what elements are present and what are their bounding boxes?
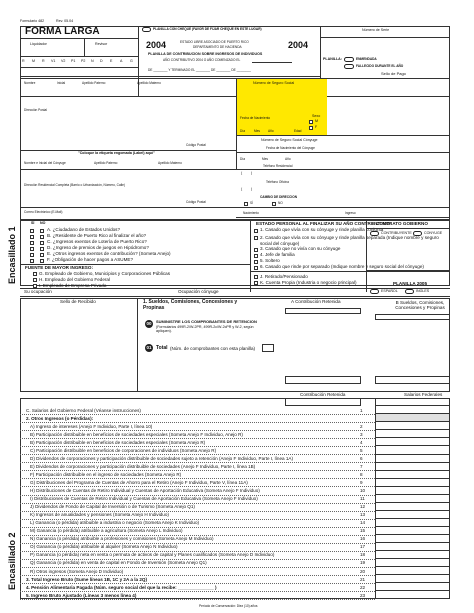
income-line-number: 23 xyxy=(360,592,366,598)
codigo-postal-2: Código Postal xyxy=(186,200,206,204)
ap-materno-conyuge: Apellido Materno xyxy=(158,161,182,165)
payment-check-text: PLANILLA CON CHEQUE (FAVOR DE FIJAR CHEQUE EN ESTE LUGAR) xyxy=(153,27,262,31)
income-line-number: 1 xyxy=(360,407,363,413)
income-line-label: N) Ganancia (o pérdida) atribuible a profesiones y comisiones (Someta Anejo M Individuo) xyxy=(30,536,214,542)
income-line-label: O) Ganancia (o pérdida) atribuible al alquiler (Someta Anejo N Individuo) xyxy=(30,544,178,550)
income-line-amount[interactable] xyxy=(375,535,450,543)
income-line-number: 3 xyxy=(360,431,363,437)
income-line-label: B) Participación distribuible en beneficios de sociedades especiales (Someta Anejo R) xyxy=(30,439,206,445)
ingles-label: INGLES xyxy=(416,289,430,293)
income-line-amount[interactable] xyxy=(375,519,450,527)
fuente-k: K. Cuenta Propia (Industria o negocio principal) xyxy=(260,280,357,285)
paren-3: ( xyxy=(241,187,243,191)
tel-oficina-label: Teléfono Oficina xyxy=(266,180,289,184)
code-cell: R xyxy=(42,59,45,63)
ano-label: Año xyxy=(268,129,274,133)
ss-highlight xyxy=(236,79,327,135)
year-right: 2004 xyxy=(288,40,309,50)
income-line-row xyxy=(20,430,445,438)
estado-3: 3. Casado que no vivía con su cónyuge xyxy=(260,246,341,251)
income-line-row xyxy=(20,470,445,478)
circle-01: 01 xyxy=(146,345,152,350)
income-line-label: D) Dividendos de corporaciones y participación distribuible de sociedades sujeto a retención (Anejo F Individuo, Parte I, línea 1A) xyxy=(30,455,294,461)
income-line-number: 11 xyxy=(360,496,365,502)
contrato-contribuyente-oval[interactable] xyxy=(370,231,379,236)
income-line-row xyxy=(20,551,445,559)
dir-residencial-label: Dirección Residencial Completa (Barrio o Urbanización, Número, Calle) xyxy=(24,183,125,187)
income-line-number: 22 xyxy=(360,584,366,590)
correo-label: Correo Electrónico (E-Mail) xyxy=(24,210,63,214)
income-line-row xyxy=(20,583,445,591)
income-line-number: 10 xyxy=(360,488,366,493)
code-cell: V1 xyxy=(51,59,56,63)
income-line-amount[interactable] xyxy=(375,462,450,470)
income-line-row xyxy=(20,503,445,511)
income-line-label: P) Ganancia (o pérdida) neta en venta o permuta de activos de capital y Planes cualificados (Someta Anejo D Individuo) xyxy=(30,552,275,558)
income-line-number: 8 xyxy=(360,471,363,477)
ap-paterno-label: Apellido Paterno xyxy=(82,81,106,85)
income-line-label: A) Ingreso de intereses (Anejo F Individuo, Parte I, línea 10) xyxy=(30,423,153,429)
col-b-input[interactable] xyxy=(375,376,450,384)
contrato-contribuyente: CONTRIBUYENTE xyxy=(381,231,412,235)
control-codes xyxy=(20,56,138,68)
espanol-label: ESPAÑOL xyxy=(381,289,398,293)
income-line-label: C. Salarios del Gobierno Federal (Véanse instrucciones) xyxy=(26,407,141,413)
suministre-label: SUMINISTRE LOS COMPROBANTES DE RETENCION xyxy=(156,319,257,324)
edad-label: Edad xyxy=(294,129,302,133)
code-cell: N xyxy=(91,59,94,63)
income-line-number: 21 xyxy=(360,576,366,582)
ocupacion-label: Su ocupación xyxy=(24,289,52,294)
footer-note: Período de Conservación: Diez (10) años xyxy=(199,604,258,608)
col-a-input[interactable] xyxy=(285,376,361,384)
income-line-row xyxy=(20,478,445,486)
comisiones-title: 1. Sueldos, Comisiones, Concesiones y Propinas xyxy=(143,299,238,311)
income-line-row xyxy=(20,519,445,527)
income-line-row xyxy=(20,422,445,430)
e1-si: SÍ xyxy=(31,221,35,225)
ap-materno-label: Apellido Materno xyxy=(137,81,161,85)
fecha-nac-label: Fecha de Nacimiento xyxy=(240,116,271,120)
income-line-label: B) Participación distribuible en beneficios de sociedades especiales (Someta Anejo F Individuo, Anejo R) xyxy=(30,431,243,437)
income-line-row xyxy=(20,511,445,519)
revisor-label: Revisor xyxy=(95,42,108,46)
income-line-label: F) Participación distribuible en el ingreso de sociedades (Someta Anejo R) xyxy=(30,471,182,477)
sello-pago-label: Sello de Pago xyxy=(381,71,406,76)
income-line-amount[interactable] xyxy=(375,559,450,567)
income-line-amount[interactable] xyxy=(375,543,450,551)
fallecido-label: FALLECIDO DURANTE EL AÑO xyxy=(356,64,404,68)
paren-2: ) xyxy=(251,171,253,175)
cambio-si-checkbox[interactable] xyxy=(244,202,248,206)
income-line-row xyxy=(20,567,445,575)
ss-conyuge-label: Número de Seguro Social Cónyuge xyxy=(261,138,318,142)
code-cell: G xyxy=(130,59,133,63)
income-line-number: 15 xyxy=(360,528,366,534)
question-a: A. ¿Ciudadano de Estados Unidos? xyxy=(47,227,121,232)
estado-1: 1. Casado que vivía con su cónyuge y rinde planilla conjunta xyxy=(260,227,384,232)
code-cell: E xyxy=(110,59,113,63)
ingreso-label: Ingreso xyxy=(345,211,356,215)
encasillado-2-label: Encasillado 2 xyxy=(7,532,17,590)
income-line-label: L) Ganancia (o pérdida) atribuible a industria o negocio (Someta Anejo K Individuo) xyxy=(30,520,200,526)
total-label: Total xyxy=(156,345,168,351)
question-e: E. ¿Otros ingresos exentos de contribución? (Someta Anejo) xyxy=(47,251,171,256)
income-line-row xyxy=(20,406,445,414)
income-line-amount[interactable] xyxy=(375,567,450,575)
question-d: D. ¿Ingreso de premios de juegos en Hipódromo? xyxy=(47,245,149,250)
circle-00: 00 xyxy=(146,321,152,326)
income-line-label: J) Dividendos de Fondo de Capital de Inversión o de Turismo (Someta Anejo Q1) xyxy=(30,504,195,510)
form-title: FORMA LARGA xyxy=(25,26,100,37)
paren-4: ) xyxy=(251,187,253,191)
fecha-nac-conyuge-label: Fecha de Nacimiento del Cónyuge xyxy=(266,146,315,150)
codigo-postal-label: Código Postal xyxy=(186,143,206,147)
income-line-label: 3. Total Ingreso Bruto (Sume líneas 1B, 1C y 2A a la 2Q) xyxy=(26,576,148,582)
income-line-number: 4 xyxy=(360,439,363,445)
ss-label: Número de Seguro Social xyxy=(253,81,295,85)
income-line-number: 5 xyxy=(360,447,363,453)
cambio-no-checkbox[interactable] xyxy=(272,202,276,206)
enmendada-oval[interactable] xyxy=(344,57,354,62)
fuente-h: H. Empleado del Gobierno Federal xyxy=(39,277,110,282)
ingles-oval[interactable] xyxy=(405,289,414,294)
total-desc: (Núm. de comprobantes con esta planilla) xyxy=(170,346,256,351)
income-line-number: 13 xyxy=(360,512,366,518)
income-line-row xyxy=(20,414,445,422)
income-line-label: 4. Pensión Alimentaria Pagada (Núm. seguro social del que la recibe: ______________ ) xyxy=(26,584,217,590)
income-line-amount[interactable] xyxy=(375,406,450,414)
serial-label: Número de Serie xyxy=(362,28,390,32)
income-line-label: G) Distribuciones del Programa de Cuentas de Ahorro para el Retiro (Anejo F Individuo, Parte V, línea 11A) xyxy=(30,479,248,485)
income-line-label: K) Ingresos de anualidades y pensiones (Someta Anejo H Individuo) xyxy=(30,512,169,518)
income-line-number: 6 xyxy=(360,455,363,461)
ocupacion-conyuge-label: Ocupación cónyuge xyxy=(178,289,219,294)
income-line-row xyxy=(20,535,445,543)
estado-4: 4. Jefe de familia xyxy=(260,252,295,257)
etiqueta-label: "Coloque la etiqueta engomada (Label) aquí" xyxy=(78,151,155,155)
code-cell: A xyxy=(120,59,123,63)
income-line-label: R) Otros ingresos (Someta Anejo D Individuo) xyxy=(30,568,124,574)
income-line-row xyxy=(20,559,445,567)
total-input[interactable] xyxy=(262,344,274,352)
income-line-label: M) Ganancia (o pérdida) atribuible a agricultura (Someta Anejo L Individuo) xyxy=(30,528,183,534)
mes-label: Mes xyxy=(254,129,261,133)
income-line-number: 18 xyxy=(360,552,366,558)
income-line-amount[interactable] xyxy=(375,414,450,422)
income-line-label: I) Distribuciones de Cuentas de Retiro Individual y Cuentas de Aportación Educativa (Someta Anejo F Individuo) xyxy=(30,496,258,502)
income-line-amount[interactable] xyxy=(375,527,450,535)
income-line-row xyxy=(20,591,445,599)
contrato-title: CONTRATO GOBIERNO xyxy=(376,221,428,226)
code-cell: P1 xyxy=(71,59,76,63)
code-cell: M xyxy=(32,59,35,63)
income-line-amount[interactable] xyxy=(375,591,450,599)
income-line-label: 5. Ingreso Bruto Ajustado (Líneas 3 menos línea 4) xyxy=(26,592,137,598)
sexo-label: Sexo xyxy=(312,114,321,118)
inicial-label: Inicial xyxy=(57,81,66,85)
income-line-label: Q) Ganancia (o pérdida) en venta de capital en Fondo de Inversión (Someta Anejo Q1) xyxy=(30,560,207,566)
sexo-m: M xyxy=(315,119,318,123)
income-line-row xyxy=(20,446,445,454)
income-line-number: 14 xyxy=(360,520,366,526)
period-text: AÑO CONTRIBUTIVO 2004 O AÑO COMENZADO EL xyxy=(163,58,241,62)
retenida-footer: Contribución Retenida xyxy=(300,392,346,397)
code-cell: P2 xyxy=(81,59,86,63)
income-line-row xyxy=(20,527,445,535)
income-line-row xyxy=(20,454,445,462)
income-line-amount[interactable] xyxy=(375,454,450,462)
col-b-label: B Sueldos, Comisiones, Concesiones y Propinas xyxy=(395,300,445,311)
income-line-number: 7 xyxy=(360,463,363,469)
fuente-j: J. Retirado/Pensionado xyxy=(260,274,308,279)
income-line-label: E) Dividendos de corporaciones y participación distribuible de sociedades (Anejo F Individuo, Parte I, línea 1B) xyxy=(30,463,256,469)
income-line-row xyxy=(20,462,445,470)
year-left: 2004 xyxy=(146,40,167,50)
income-line-amount[interactable] xyxy=(375,430,450,438)
income-line-amount[interactable] xyxy=(375,487,450,495)
income-line-rule xyxy=(20,599,375,600)
income-line-row xyxy=(20,543,445,551)
income-line-amount[interactable] xyxy=(375,575,450,583)
income-line-row xyxy=(20,487,445,495)
espanol-oval[interactable] xyxy=(370,289,379,294)
sexo-f: F xyxy=(315,125,318,129)
e1-no: NO xyxy=(40,221,46,225)
income-line-number: 12 xyxy=(360,504,366,510)
planilla-label: PLANILLA: xyxy=(323,57,342,61)
income-line-label: H) Distribuciones de Cuentas de Retiro Individual y Cuentas de Aportación Educativa (Someta Anejo F Individuo) xyxy=(30,488,260,493)
question-f: F. ¿Obligación de hacer pagos a ASUME? xyxy=(47,257,134,262)
fuente-title: FUENTE DE MAYOR INGRESO: xyxy=(25,265,93,270)
dia-label: Día xyxy=(240,129,245,133)
form-name: PLANILLA DE CONTRIBUCION SOBRE INGRESOS DE INDIVIDUOS xyxy=(148,52,263,56)
contrato-conyuge: CONYUGE xyxy=(424,231,443,235)
col-a-label: A Contribución Retenida xyxy=(291,299,341,304)
income-line-amount[interactable] xyxy=(375,478,450,486)
tel-residencial-label: Teléfono Residencial xyxy=(263,164,293,168)
code-cell: D xyxy=(100,59,103,63)
income-line-number: 16 xyxy=(360,536,366,542)
income-line-amount[interactable] xyxy=(375,511,450,519)
income-line-number: 2 xyxy=(360,423,363,429)
estado-2: 2. Casado que vivía con su cónyuge y rinde planilla separada (Indique nombre y seguro social del cónyuge) xyxy=(260,235,439,246)
department-name: DEPARTAMENTO DE HACIENDA xyxy=(193,45,242,49)
income-line-amount[interactable] xyxy=(375,470,450,478)
fuente-i: I. Empleado de Empresa Privada xyxy=(39,283,107,288)
enmendada-label: ENMENDADA xyxy=(356,57,377,61)
code-cell: R xyxy=(22,59,25,63)
income-line-label: 2. Otros Ingresos (o Pérdidas): xyxy=(26,415,94,421)
liquidador-label: Liquidador xyxy=(30,42,47,46)
income-line-amount[interactable] xyxy=(375,422,450,430)
fallecido-oval[interactable] xyxy=(344,64,354,69)
contrato-conyuge-oval[interactable] xyxy=(413,231,422,236)
dia-conyuge: Día xyxy=(240,157,245,161)
nacimiento-label: Nacimiento xyxy=(243,211,259,215)
income-line-number: 17 xyxy=(360,544,366,550)
cambio-si: SÍ xyxy=(250,201,254,205)
revision: Rev. 05.04 xyxy=(56,19,74,23)
planilla-2005: PLANILLA 2005 xyxy=(393,281,428,286)
ap-paterno-conyuge: Apellido Paterno xyxy=(94,161,118,165)
period-text-2: DE ________ Y TERMINADO EL ________ DE ________ DE ________ xyxy=(148,68,251,72)
nombre-label: Nombre xyxy=(24,81,36,85)
income-line-amount[interactable] xyxy=(375,446,450,454)
income-line-amount[interactable] xyxy=(375,503,450,511)
encasillado-1-label: Encasillado 1 xyxy=(7,226,17,284)
nombre-conyuge-label: Nombre e Inicial del Cónyuge xyxy=(24,161,66,165)
estado-5: 5. Soltero xyxy=(260,258,280,263)
suministre-sub: (Formularios 499R-2/W-2PR, 499R-2c/W-2cPR y W-2, según apliquen). xyxy=(156,325,254,334)
income-line-number: 20 xyxy=(360,568,366,574)
question-c: C. ¿Ingresos exentos de Lotería de Puerto Rico? xyxy=(47,239,147,244)
income-line-number: 19 xyxy=(360,560,366,566)
income-line-label: C) Participación distribuible en beneficios de corporaciones de individuos (Someta Anejo R) xyxy=(30,447,217,453)
estado-title: ESTADO PERSONAL AL FINALIZAR SU AÑO CONTRIBUTIVO: xyxy=(256,221,391,226)
income-line-number: 9 xyxy=(360,479,363,485)
direccion-postal-label: Dirección Postal xyxy=(24,108,48,112)
sello-recibido: Sello de Recibido xyxy=(60,299,96,304)
sexo-m-checkbox[interactable] xyxy=(309,120,313,124)
income-line-amount[interactable] xyxy=(375,495,450,503)
question-b: B. ¿Residente de Puerto Rico al finalizar el año? xyxy=(47,233,147,238)
salarios-federales: Salarios Federales xyxy=(404,392,443,397)
income-line-amount[interactable] xyxy=(375,438,450,446)
sexo-f-checkbox[interactable] xyxy=(309,126,313,130)
cambio-dir-label: CAMBIO DE DIRECCION xyxy=(260,195,298,199)
cambio-no: NO xyxy=(278,201,283,205)
income-line-amount[interactable] xyxy=(375,583,450,591)
paren-1: ( xyxy=(241,171,243,175)
payment-check-oval[interactable] xyxy=(142,27,151,32)
form-code: Formulario 482 xyxy=(20,19,45,23)
estado-6: 6. Casado que rinde por separado (Indique nombre y seguro social del cónyuge) xyxy=(260,264,424,269)
fuente-g: G. Empleado de Gobierno, Municipios y Corporaciones Públicas xyxy=(39,271,170,276)
income-line-row xyxy=(20,495,445,503)
code-cell: V2 xyxy=(61,59,66,63)
income-line-amount[interactable] xyxy=(375,551,450,559)
state-name: ESTADO LIBRE ASOCIADO DE PUERTO RICO xyxy=(180,40,249,44)
income-line-row xyxy=(20,575,445,583)
income-line-row xyxy=(20,438,445,446)
mes-conyuge: Mes xyxy=(262,157,269,161)
ano-conyuge: Año xyxy=(285,157,291,161)
